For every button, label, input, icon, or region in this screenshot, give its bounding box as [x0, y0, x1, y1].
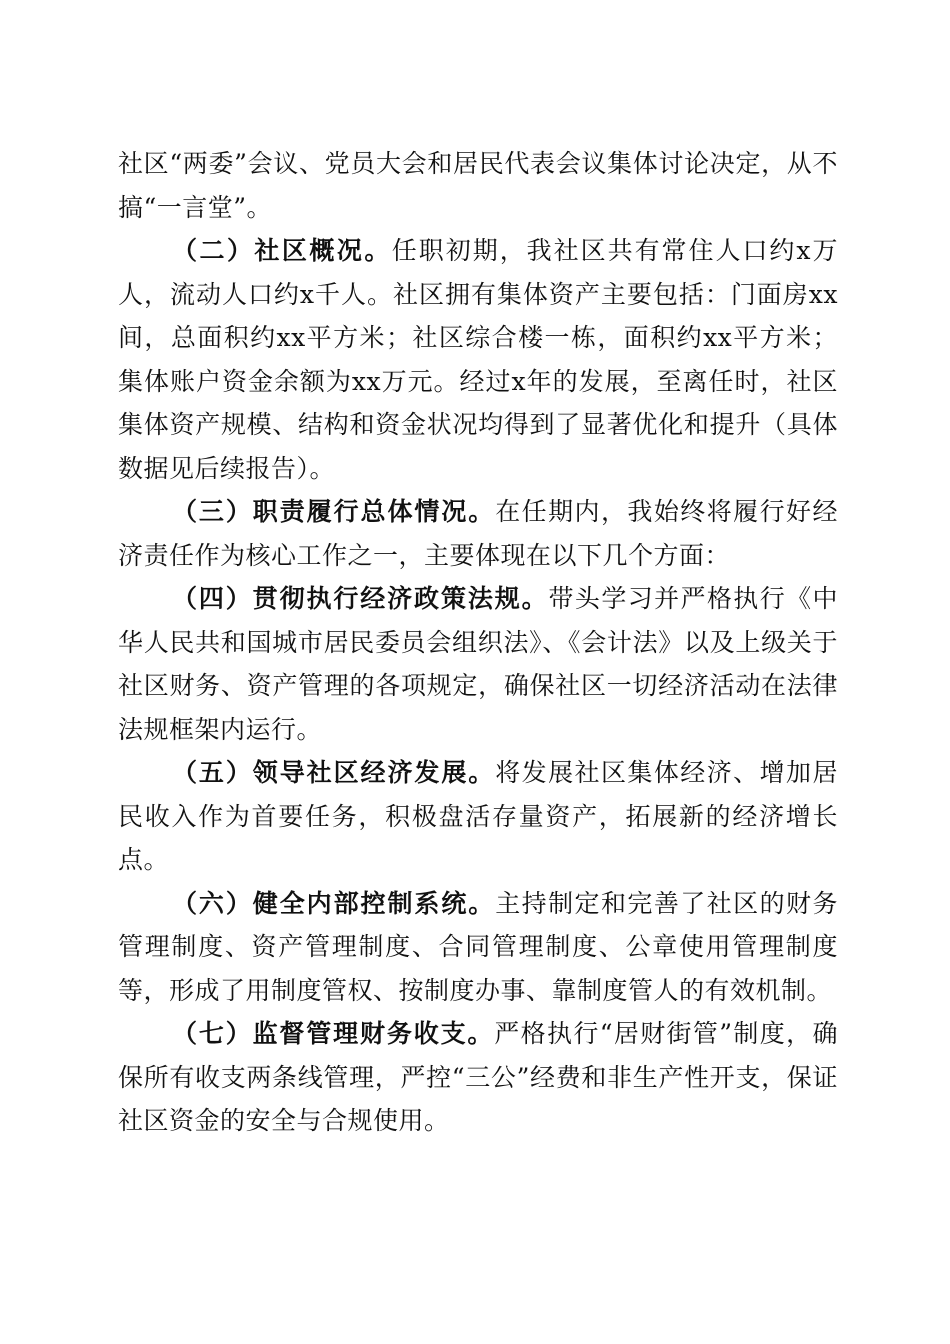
paragraph-text: 带头学习并严格执行《中华人民共和国城市居民委员会组织法》、《会计法》以及上级关于社区财务、资产管理的各项规定，确保社区一切经济活动在法律法规框架内运行。	[118, 584, 838, 744]
paragraph-community-overview	[118, 229, 838, 490]
paragraph-text: 社区“两委”会议、党员大会和居民代表会议集体讨论决定，从不搞“一言堂”。	[118, 149, 838, 222]
paragraph-duty-overview	[118, 490, 838, 577]
paragraph-continuation	[118, 142, 838, 229]
paragraph-heading: （七）监督管理财务收支。	[172, 1019, 495, 1048]
paragraph-heading: （五）领导社区经济发展。	[172, 758, 496, 787]
paragraph-text: 任职初期，我社区共有常住人口约x万人，流动人口约x千人。社区拥有集体资产主要包括：门面房xx间，总面积约xx平方米；社区综合楼一栋，面积约xx平方米；集体账户资金余额为xx万元。经过x年的发展，至离任时，社区集体资产规模、结构和资金状况均得到了显著优化和提升（具体数据见后续报告）。	[118, 236, 838, 483]
paragraph-economic-development	[118, 751, 838, 882]
paragraph-text: 严格执行“居财街管”制度，确保所有收支两条线管理，严控“三公”经费和非生产性开支，保证社区资金的安全与合规使用。	[118, 1019, 838, 1135]
paragraph-heading: （六）健全内部控制系统。	[172, 888, 496, 918]
paragraph-text: 在任期内，我始终将履行好经济责任作为核心工作之一，主要体现在以下几个方面：	[118, 497, 838, 570]
paragraph-heading: （四）贯彻执行经济政策法规。	[172, 584, 549, 613]
document-body	[118, 142, 838, 1143]
paragraph-text: 主持制定和完善了社区的财务管理制度、资产管理制度、合同管理制度、公章使用管理制度等，形成了用制度管权、按制度办事、靠制度管人的有效机制。	[118, 888, 838, 1005]
paragraph-financial-supervision	[118, 1012, 838, 1143]
paragraph-heading: （二）社区概况。	[172, 236, 392, 265]
paragraph-heading: （三）职责履行总体情况。	[172, 497, 496, 526]
paragraph-policy-execution	[118, 577, 838, 751]
paragraph-text: 将发展社区集体经济、增加居民收入作为首要任务，积极盘活存量资产，拓展新的经济增长点。	[118, 758, 838, 874]
paragraph-internal-control	[118, 882, 838, 1013]
